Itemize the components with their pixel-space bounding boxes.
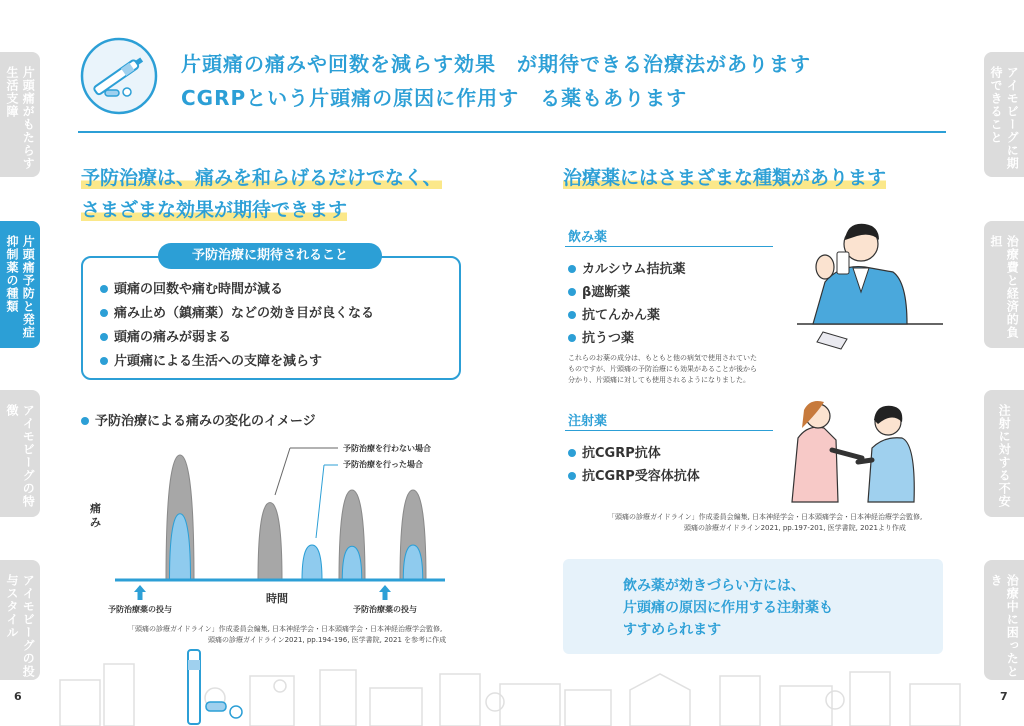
dose-annotation-label: 予防治療薬の投与: [353, 605, 417, 614]
up-arrow-icon: [379, 585, 391, 600]
bullet-icon: [100, 309, 108, 317]
right-heading: [563, 162, 886, 194]
oral-drug-item: [568, 304, 660, 323]
injection-drugs-divider: [565, 430, 773, 431]
right-tab-4[interactable]: [984, 560, 1024, 680]
injection-drug-text: 抗CGRP受容体抗体: [582, 469, 700, 484]
injection-drug-text: 抗CGRP抗体: [582, 446, 661, 461]
bullet-icon: [81, 417, 89, 425]
oral-drug-item: [568, 281, 630, 300]
pen-injector-icon: [79, 36, 159, 116]
expectation-item-text: 痛み止め（鎮痛薬）などの効き目が良くなる: [114, 306, 375, 321]
bullet-icon: [568, 472, 576, 480]
legend-connector-blue: [316, 465, 324, 538]
up-arrow-icon: [134, 585, 146, 600]
oral-note-line-3: 分かり、片頭痛に対しても使用されるようになりました。: [568, 376, 750, 384]
bullet-icon: [568, 265, 576, 273]
oral-drug-item: [568, 258, 686, 277]
right-tab-3-label: 注射に対する不安: [997, 404, 1012, 508]
left-tab-2[interactable]: [0, 221, 40, 348]
no-treatment-peak: [258, 503, 282, 581]
oral-drug-item: [568, 327, 634, 346]
y-axis-label: 痛み: [90, 502, 101, 529]
right-citation: [608, 512, 922, 534]
left-tab-3-label: アイモビーグの特徴: [5, 404, 36, 508]
injection-drug-item: [568, 465, 700, 484]
chart-title: [81, 410, 316, 429]
right-tab-4-label: 治療中に困ったとき: [989, 574, 1020, 678]
expectation-item-text: 片頭痛による生活への支障を減らす: [114, 354, 323, 369]
right-tab-2[interactable]: [984, 221, 1024, 348]
bullet-icon: [100, 285, 108, 293]
oral-note-line-1: これらのお薬の成分は、もともと他の病気で使用されていた: [568, 354, 757, 362]
left-tab-2-label: 片頭痛予防と発症抑制薬の種類: [5, 235, 36, 339]
left-heading-line-1: 予防治療は、痛みを和らげるだけでなく、: [81, 167, 442, 189]
right-citation-line-2: 頭痛の診療ガイドライン2021, pp.197-201, 医学書院, 2021より作成: [684, 524, 906, 532]
bullet-icon: [100, 333, 108, 341]
man-taking-medicine-illustration: [795, 212, 945, 362]
oral-drugs-divider: [565, 246, 773, 247]
left-heading-line-2: さまざまな効果が期待できます: [81, 199, 348, 221]
header-line-2: CGRPという片頭痛の原因に作用す る薬もあります: [181, 86, 688, 110]
bullet-icon: [100, 357, 108, 365]
bullet-icon: [568, 311, 576, 319]
expectation-item: [100, 326, 231, 345]
page-number-left: 6: [14, 690, 22, 703]
oral-drugs-title: 飲み薬: [568, 230, 608, 245]
chart-title-text: 予防治療による痛みの変化のイメージ: [95, 414, 316, 429]
right-tab-1[interactable]: [984, 52, 1024, 177]
left-citation-line-1: 「頭痛の診療ガイドライン」作成委員会編集, 日本神経学会・日本頭痛学会・日本神経治療学会監修,: [128, 625, 443, 633]
right-heading-text: 治療薬にはさまざまな種類があります: [563, 167, 887, 189]
injection-drugs-title: 注射薬: [568, 414, 608, 429]
expectations-box-label: 予防治療に期待されること: [158, 243, 382, 269]
callout-line-3: すすめられます: [623, 622, 722, 638]
left-heading: [81, 162, 442, 226]
oral-drug-text: カルシウム拮抗薬: [582, 262, 686, 277]
page-number-right: 7: [1000, 690, 1008, 703]
right-citation-line-1: 「頭痛の診療ガイドライン」作成委員会編集, 日本神経学会・日本頭痛学会・日本神経治療学会監修,: [608, 513, 923, 521]
expectation-item-text: 頭痛の痛みが弱まる: [114, 330, 232, 345]
oral-drug-text: 抗てんかん薬: [582, 308, 661, 323]
callout-text: [623, 575, 833, 641]
expectation-item: [100, 278, 283, 297]
left-citation: [128, 624, 446, 646]
bullet-icon: [568, 449, 576, 457]
x-axis-label: 時間: [266, 592, 288, 605]
left-tab-1-label: 片頭痛がもたらす生活支障: [5, 66, 36, 170]
oral-drugs-note: [568, 353, 757, 386]
callout-line-1: 飲み薬が効きづらい方には、: [623, 578, 805, 594]
right-tab-2-label: 治療費と経済的負担: [989, 235, 1020, 339]
bullet-icon: [568, 334, 576, 342]
legend-connector-grey: [275, 448, 290, 495]
injection-drug-item: [568, 442, 661, 461]
legend-no-treatment: 予防治療を行わない場合: [343, 444, 431, 453]
injection-recommendation-callout: [563, 559, 943, 654]
expectation-item-text: 頭痛の回数や痛む時間が減る: [114, 282, 284, 297]
right-tab-1-label: アイモビーグに期待できること: [989, 66, 1020, 170]
nurse-injection-illustration: [788, 398, 938, 504]
oral-drug-text: 抗うつ薬: [582, 331, 635, 346]
header-divider: [78, 131, 946, 133]
legend-treatment: 予防治療を行った場合: [343, 460, 423, 469]
right-tab-3[interactable]: [984, 390, 1024, 517]
callout-line-2: 片頭痛の原因に作用する注射薬も: [623, 600, 833, 616]
oral-drug-text: β遮断薬: [582, 285, 631, 300]
expectation-item: [100, 350, 322, 369]
oral-note-line-2: ものですが、片頭痛の予防治療にも効果があることが後から: [568, 365, 757, 373]
bullet-icon: [568, 288, 576, 296]
expectation-item: [100, 302, 374, 321]
pen-injector-footer-icon: [180, 646, 250, 726]
header-line-1: 片頭痛の痛みや回数を減らす効果 が期待できる治療法があります: [181, 52, 811, 76]
dose-annotation-label: 予防治療薬の投与: [108, 605, 172, 614]
left-tab-3[interactable]: [0, 390, 40, 517]
treatment-peak: [302, 545, 322, 580]
left-tab-4-label: アイモビーグの投与スタイル: [5, 574, 36, 678]
left-citation-line-2: 頭痛の診療ガイドライン2021, pp.194-196, 医学書院, 2021 を参考に作成: [208, 636, 447, 644]
left-tab-4[interactable]: [0, 560, 40, 680]
left-tab-1[interactable]: [0, 52, 40, 177]
